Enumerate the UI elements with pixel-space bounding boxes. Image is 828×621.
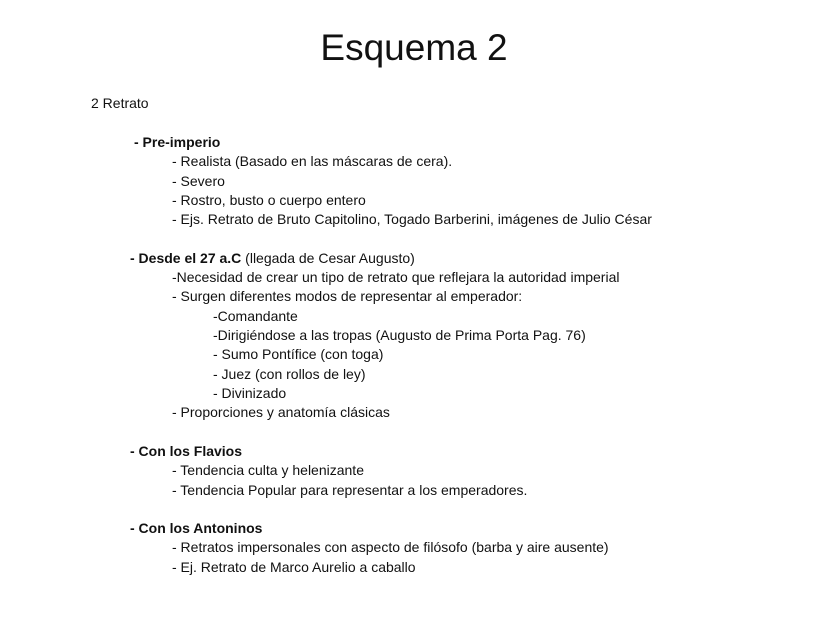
section-heading: 2 Retrato — [91, 95, 149, 111]
sub-list-item: - Juez (con rollos de ley) — [213, 366, 366, 382]
group-heading-bold: - Con los Flavios — [130, 443, 243, 459]
group-heading — [130, 442, 242, 460]
list-item: -Necesidad de crear un tipo de retrato que reflejara la autoridad imperial — [172, 269, 620, 285]
list-item: - Retratos impersonales con aspecto de filósofo (barba y aire ausente) — [172, 539, 609, 555]
group-heading-note: (llegada de Cesar Augusto) — [241, 250, 415, 266]
sub-list-item: - Sumo Pontífice (con toga) — [213, 346, 384, 362]
page-title: Esquema 2 — [320, 27, 508, 68]
group-heading — [130, 249, 415, 267]
group-heading — [130, 519, 262, 537]
group-heading-bold: - Con los Antoninos — [130, 520, 263, 536]
group-heading-bold: - Desde el 27 a.C — [130, 250, 242, 266]
group-heading-bold: - Pre-imperio — [134, 134, 221, 150]
list-item: - Severo — [172, 173, 225, 189]
list-item: - Rostro, busto o cuerpo entero — [172, 192, 366, 208]
group-heading — [134, 133, 220, 151]
sub-list-item: -Dirigiéndose a las tropas (Augusto de Prima Porta Pag. 76) — [213, 327, 586, 343]
sub-list-item: -Comandante — [213, 308, 298, 324]
list-item: - Tendencia Popular para representar a los emperadores. — [172, 482, 528, 498]
list-item: - Ejs. Retrato de Bruto Capitolino, Togado Barberini, imágenes de Julio César — [172, 211, 652, 227]
sub-list-item: - Divinizado — [213, 385, 287, 401]
list-item: - Surgen diferentes modos de representar al emperador: — [172, 288, 523, 304]
list-item: - Ej. Retrato de Marco Aurelio a caballo — [172, 559, 416, 575]
list-item: - Tendencia culta y helenizante — [172, 462, 364, 478]
list-item: - Realista (Basado en las máscaras de cera). — [172, 153, 453, 169]
list-item: - Proporciones y anatomía clásicas — [172, 404, 390, 420]
